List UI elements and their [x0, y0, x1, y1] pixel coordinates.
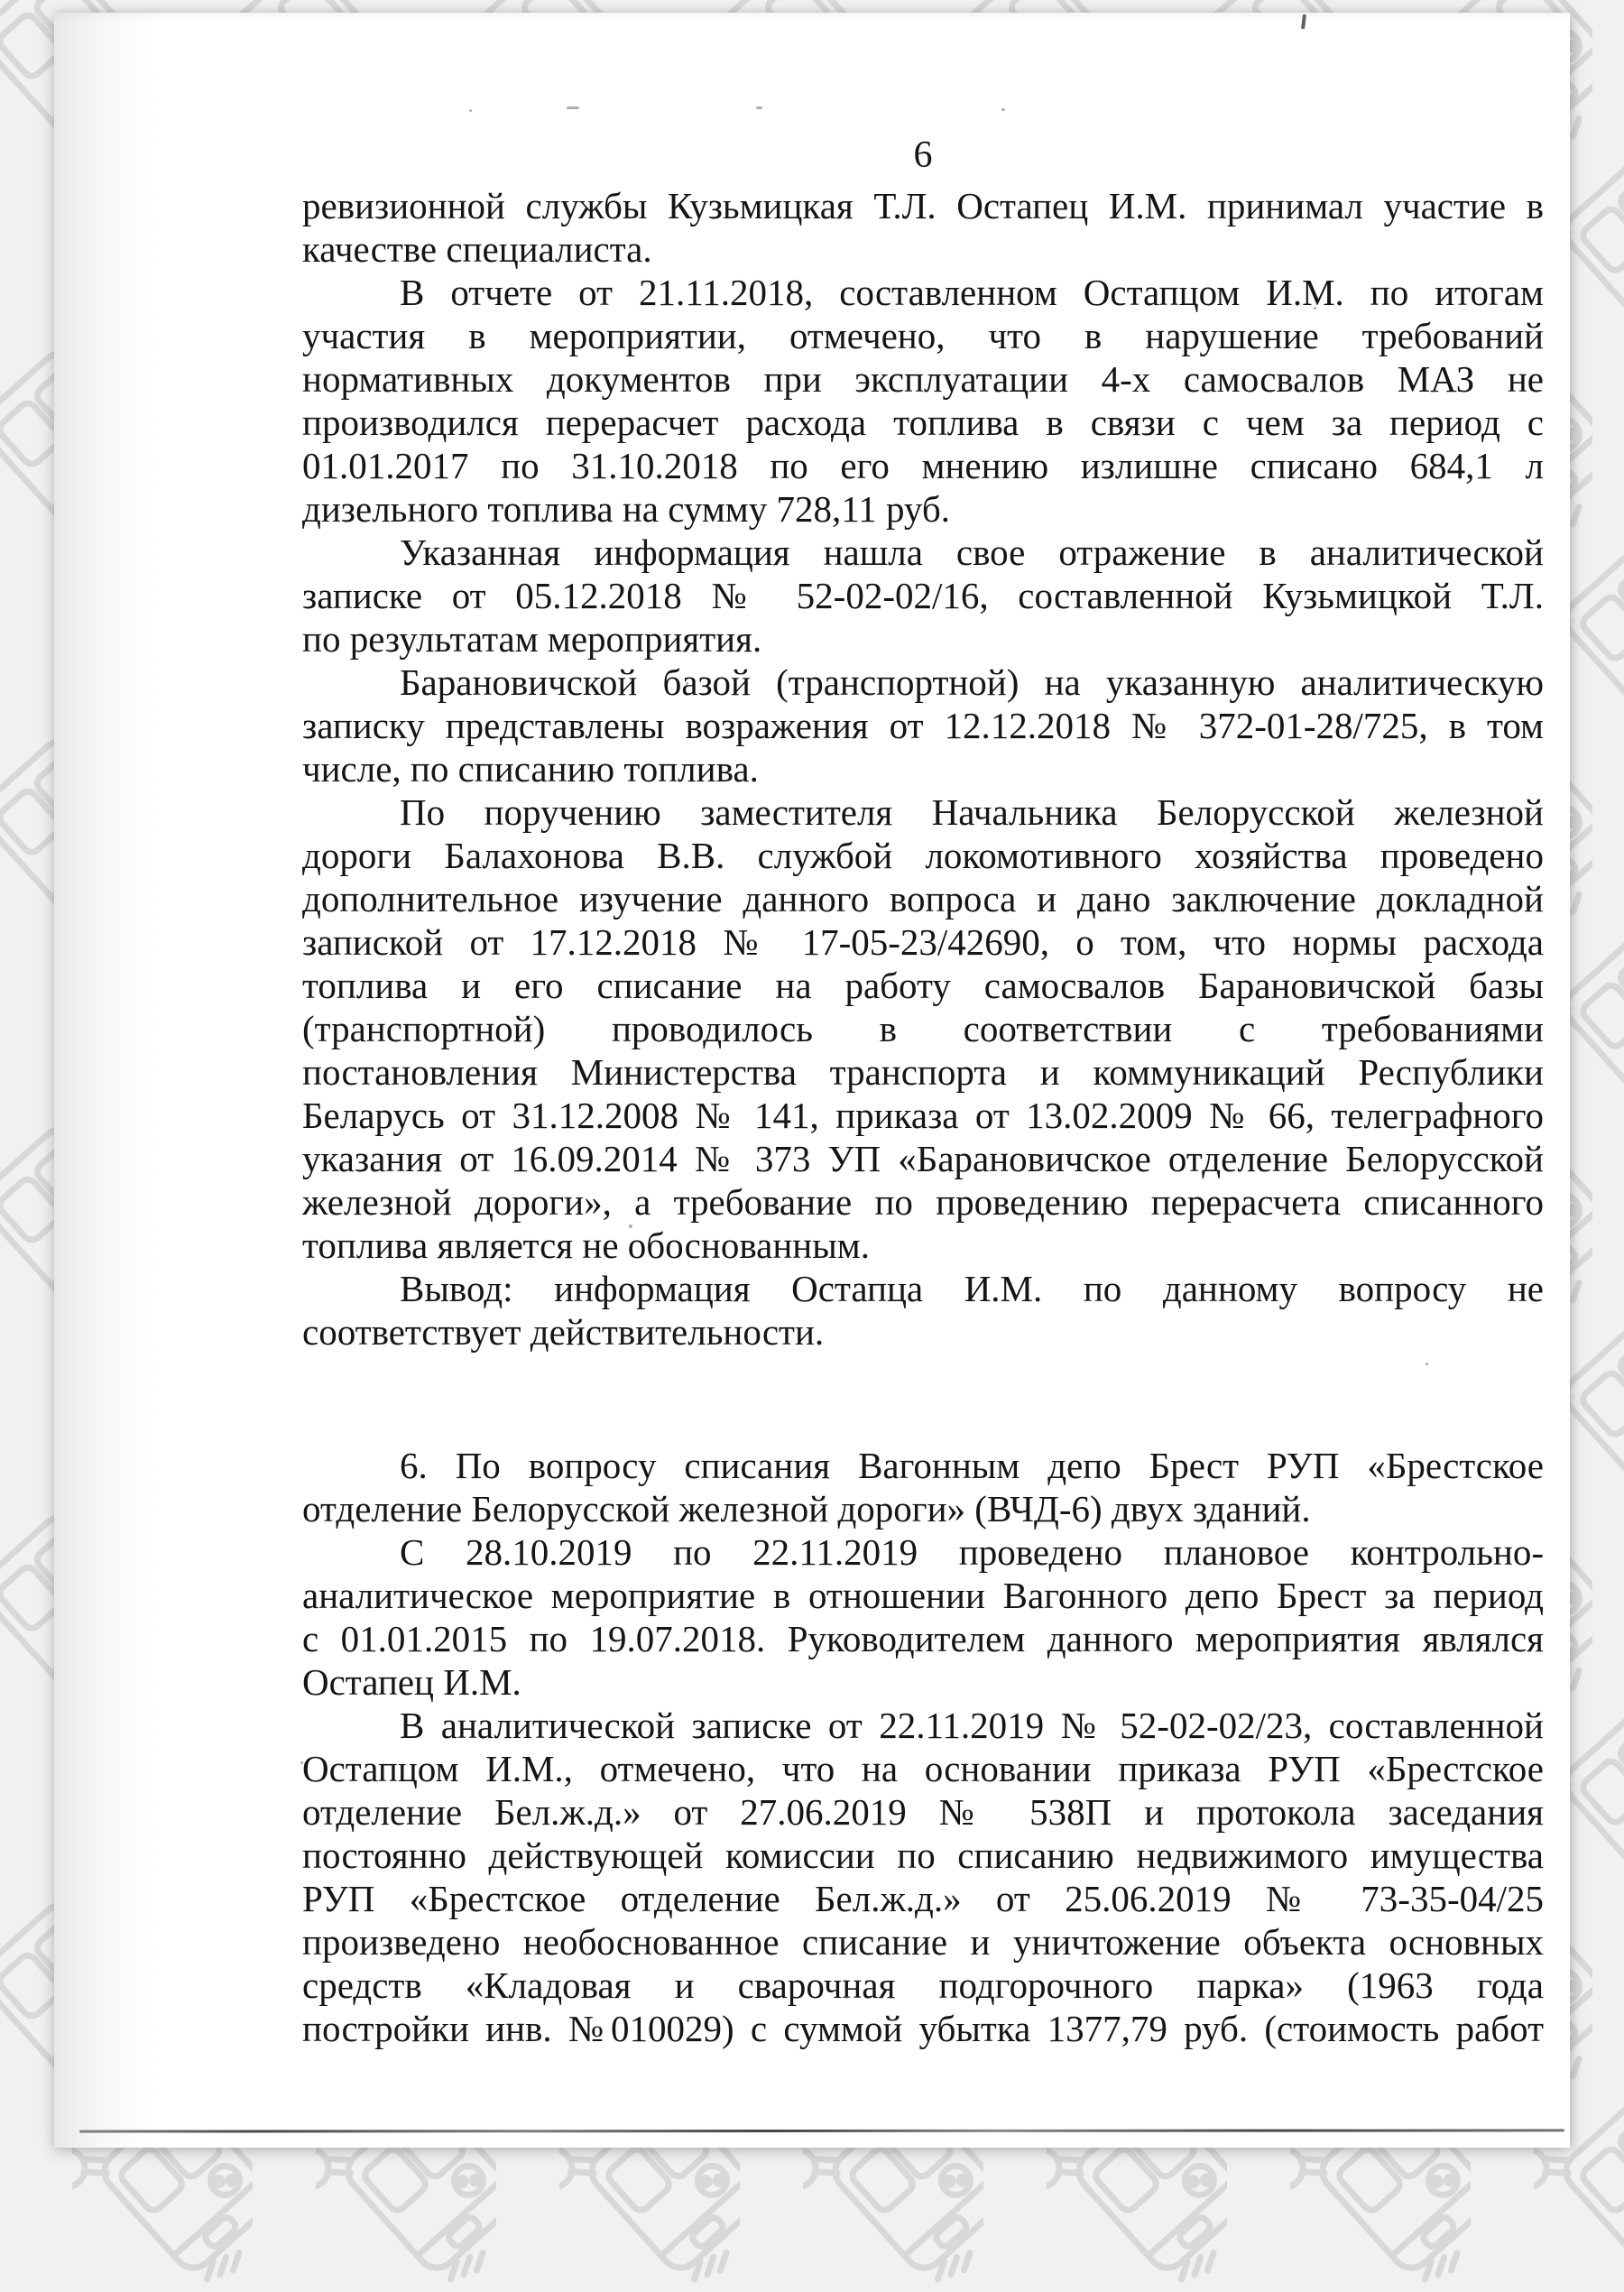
text-line: Остапец И.М. [302, 1661, 521, 1703]
scan-speck [1001, 108, 1005, 111]
text-line: постановления Министерства транспорта и коммуникаций Республики [302, 1051, 1544, 1093]
text-line: нормативных документов при эксплуатации 4-х самосвалов МАЗ не [302, 358, 1544, 400]
paragraph [302, 661, 1544, 790]
text-line: записку представлены возражения от 12.12.2018 № 372-01-28/725, в том [302, 705, 1544, 746]
text-line: постоянно действующей комиссии по списанию недвижимого имущества [302, 1835, 1544, 1876]
text-line: Вывод: информация Остапца И.М. по данному вопросу не [400, 1268, 1544, 1309]
paragraph [302, 1704, 1544, 2050]
page-number: 6 [913, 134, 933, 176]
scan-speck [567, 106, 579, 109]
scan-speck [1314, 307, 1316, 310]
text-line: качестве специалиста. [302, 228, 652, 270]
scan-speck [756, 106, 762, 109]
scan-speck [686, 682, 688, 685]
document-page [54, 13, 1570, 2148]
text-line: (транспортной) проводилось в соответствии с требованиями [302, 1008, 1544, 1049]
text-line: записке от 05.12.2018 № 52-02-02/16, составленной Кузьмицкой Т.Л. [302, 575, 1544, 616]
text-line: дополнительное изучение данного вопроса и дано заключение докладной [302, 878, 1544, 920]
text-line: Остапцом И.М., отмечено, что на основании приказа РУП «Брестское [302, 1748, 1544, 1789]
text-line: 01.01.2017 по 31.10.2018 по его мнению излишне списано 684,1 л [302, 445, 1544, 486]
scan-speck [629, 1225, 632, 1228]
text-line: производился перерасчет расхода топлива в связи с чем за период с [302, 402, 1544, 443]
text-line: РУП «Брестское отделение Бел.ж.д.» от 25.06.2019 № 73-35-04/25 [302, 1878, 1544, 1919]
scan-speck [469, 109, 472, 112]
text-line: дизельного топлива на сумму 728,11 руб. [302, 488, 950, 530]
scan-artifact-line [79, 2129, 1564, 2132]
text-line: аналитическое мероприятие в отношении Вагонного депо Брест за период [302, 1575, 1544, 1616]
paragraph [302, 271, 1544, 531]
text-line: В аналитической записке от 22.11.2019 № 52-02-02/23, составленной [400, 1705, 1544, 1746]
text-line: С 28.10.2019 по 22.11.2019 проведено плановое контрольно- [400, 1531, 1544, 1573]
text-line: Указанная информация нашла свое отражение в аналитической [400, 531, 1544, 573]
text-line: числе, по списанию топлива. [302, 748, 759, 790]
text-line: отделение Белорусской железной дороги» (ВЧД-6) двух зданий. [302, 1488, 1311, 1530]
text-line: топлива является не обоснованным. [302, 1225, 870, 1266]
text-line: По поручению заместителя Начальника Белорусской железной [400, 791, 1544, 833]
paragraph [302, 790, 1544, 1267]
text-line: ревизионной службы Кузьмицкая Т.Л. Остапец И.М. принимал участие в [302, 185, 1544, 226]
text-line: запиской от 17.12.2018 № 17-05-23/42690, о том, что нормы расхода [302, 921, 1544, 963]
text-block [302, 184, 1544, 2050]
scan-speck [300, 1761, 303, 1764]
text-line: Барановичской базой (транспортной) на указанную аналитическую [400, 661, 1544, 703]
scan-tick-mark [1301, 14, 1306, 29]
text-line: постройки инв. №010029) с суммой убытка 1377,79 руб. (стоимость работ [302, 2008, 1544, 2049]
scan-speck [1426, 1363, 1428, 1365]
text-line: указания от 16.09.2014 № 373 УП «Барановичское отделение Белорусской [302, 1138, 1544, 1179]
paragraph [302, 1267, 1544, 1354]
text-line: отделение Бел.ж.д.» от 27.06.2019 № 538П и протокола заседания [302, 1791, 1544, 1833]
paragraph [302, 1530, 1544, 1704]
paragraph [302, 184, 1544, 271]
text-line: железной дороги», а требование по проведению перерасчета списанного [302, 1181, 1544, 1223]
text-line: произведено необоснованное списание и уничтожение объекта основных [302, 1921, 1544, 1963]
text-line: 6. По вопросу списания Вагонным депо Брест РУП «Брестское [400, 1445, 1544, 1486]
text-line: по результатам мероприятия. [302, 618, 762, 660]
text-line: Беларусь от 31.12.2008 № 141, приказа от 13.02.2009 № 66, телеграфного [302, 1095, 1544, 1136]
paragraph [302, 531, 1544, 661]
text-line: дороги Балахонова В.В. службой локомотивного хозяйства проведено [302, 835, 1544, 876]
paragraph [302, 1444, 1544, 1530]
text-line: участия в мероприятии, отмечено, что в нарушение требований [302, 315, 1544, 356]
scan-speck [845, 1996, 848, 1999]
text-line: В отчете от 21.11.2018, составленном Остапцом И.М. по итогам [400, 272, 1544, 313]
text-line: средств «Кладовая и сварочная подгорочного парка» (1963 года [302, 1964, 1544, 2006]
text-line: топлива и его списание на работу самосвалов Барановичской базы [302, 965, 1544, 1006]
text-line: с 01.01.2015 по 19.07.2018. Руководителем данного мероприятия являлся [302, 1618, 1544, 1659]
text-line: соответствует действительности. [302, 1311, 825, 1353]
